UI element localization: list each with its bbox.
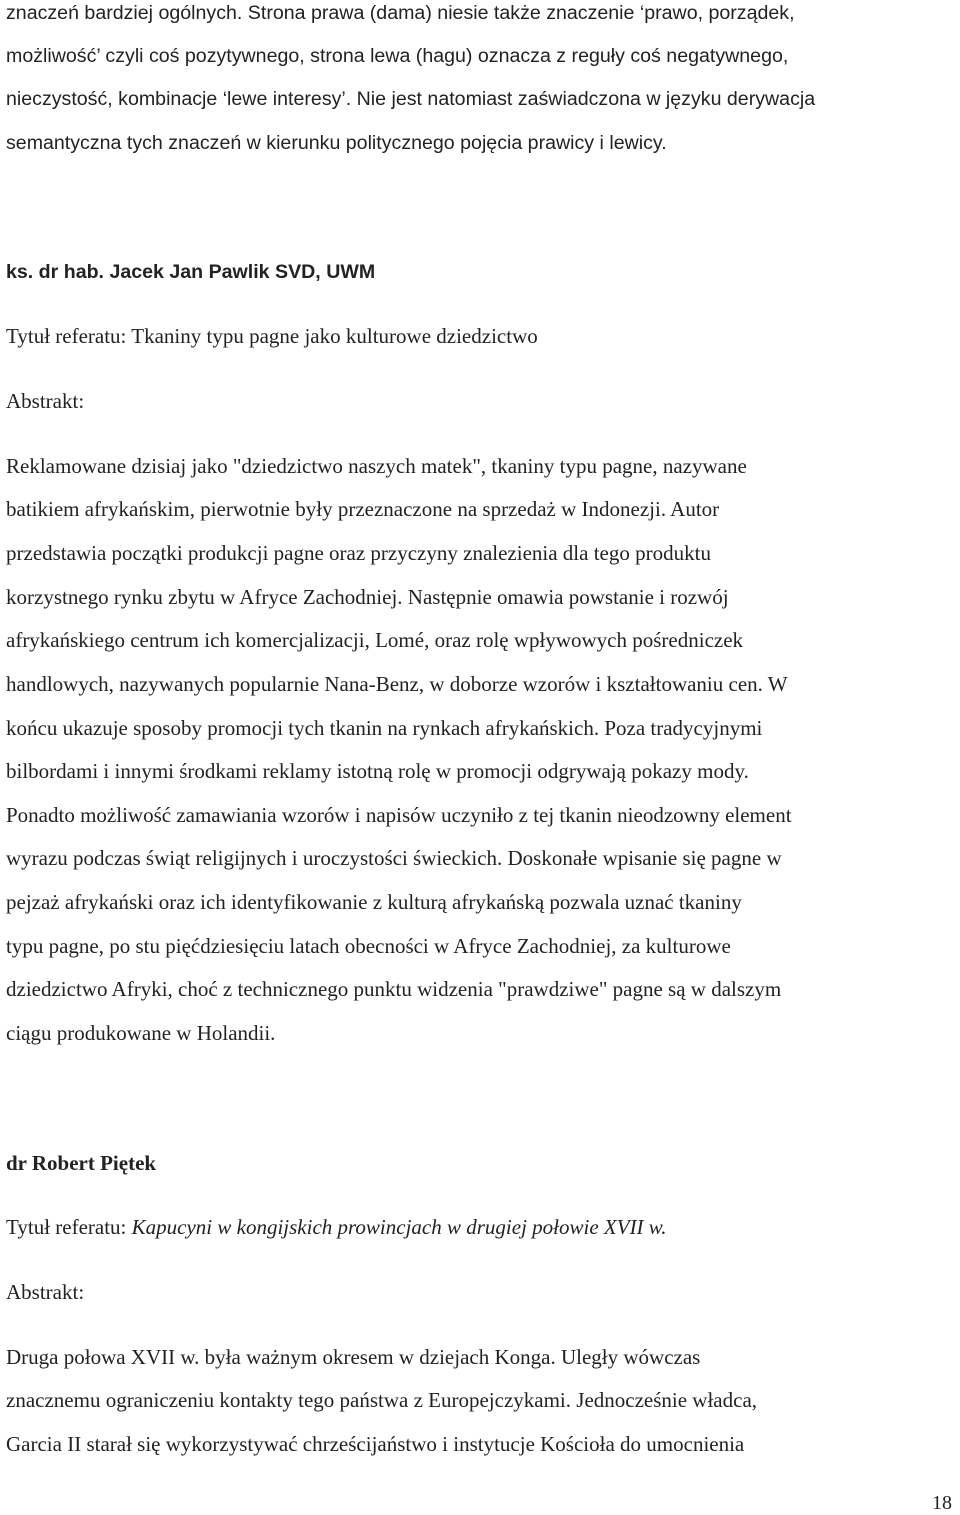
abstract-line: pejzaż afrykański oraz ich identyfikowanie z kulturą afrykańską pozwala uznać tkaniny — [6, 890, 742, 914]
abstract-label: Abstrakt: — [6, 1280, 85, 1304]
title-text: Tkaniny typu pagne jako kulturowe dziedzictwo — [131, 324, 538, 348]
author-heading: dr Robert Piętek — [6, 1151, 157, 1175]
paper-title — [6, 323, 538, 349]
abstract-line: Reklamowane dzisiaj jako "dziedzictwo naszych matek", tkaniny typu pagne, nazywane — [6, 454, 747, 478]
abstract-label: Abstrakt: — [6, 389, 85, 413]
title-prefix: Tytuł referatu: — [6, 1215, 132, 1239]
intro-line: znaczeń bardziej ogólnych. Strona prawa (dama) niesie także znaczenie ‘prawo, porządek, — [6, 2, 795, 24]
abstract-line: afrykańskiego centrum ich komercjalizacji, Lomé, oraz rolę wpływowych pośredniczek — [6, 628, 744, 652]
intro-line: nieczystość, kombinacje ‘lewe interesy’. Nie jest natomiast zaświadczona w języku derywacja — [6, 88, 816, 110]
abstract-line: znacznemu ograniczeniu kontakty tego państwa z Europejczykami. Jednocześnie władca, — [6, 1388, 758, 1412]
title-prefix: Tytuł referatu: — [6, 324, 132, 348]
abstract-line: Garcia II starał się wykorzystywać chrześcijaństwo i instytucje Kościoła do umocnienia — [6, 1432, 745, 1456]
abstract-line: końcu ukazuje sposoby promocji tych tkanin na rynkach afrykańskich. Poza tradycyjnymi — [6, 716, 763, 740]
abstract-line: wyrazu podczas świąt religijnych i uroczystości świeckich. Doskonałe wpisanie się pagne w — [6, 846, 782, 870]
paper-title — [6, 1214, 667, 1240]
intro-line: możliwość’ czyli coś pozytywnego, strona lewa (hagu) oznacza z reguły coś negatywnego, — [6, 45, 789, 67]
abstract-line: Ponadto możliwość zamawiania wzorów i napisów uczyniło z tej tkanin nieodzowny element — [6, 803, 792, 827]
abstract-line: dziedzictwo Afryki, choć z technicznego punktu widzenia "prawdziwe" pagne są w dalszym — [6, 977, 782, 1001]
page-number: 18 — [932, 1492, 952, 1514]
abstract-line: przedstawia początki produkcji pagne oraz przyczyny znalezienia dla tego produktu — [6, 541, 711, 565]
abstract-line: ciągu produkowane w Holandii. — [6, 1021, 276, 1045]
abstract-line: handlowych, nazywanych popularnie Nana-Benz, w doborze wzorów i kształtowaniu cen. W — [6, 672, 788, 696]
abstract-line: batikiem afrykańskim, pierwotnie były przeznaczone na sprzedaż w Indonezji. Autor — [6, 497, 720, 521]
author-heading: ks. dr hab. Jacek Jan Pawlik SVD, UWM — [6, 261, 376, 283]
abstract-line: typu pagne, po stu pięćdziesięciu latach obecności w Afryce Zachodniej, za kulturowe — [6, 934, 731, 958]
abstract-line: bilbordami i innymi środkami reklamy istotną rolę w promocji odgrywają pokazy mody. — [6, 759, 749, 783]
abstract-line: korzystnego rynku zbytu w Afryce Zachodniej. Następnie omawia powstanie i rozwój — [6, 585, 729, 609]
title-text: Kapucyni w kongijskich prowincjach w drugiej połowie XVII w. — [131, 1215, 667, 1239]
abstract-line: Druga połowa XVII w. była ważnym okresem w dziejach Konga. Uległy wówczas — [6, 1345, 701, 1369]
intro-line: semantyczna tych znaczeń w kierunku politycznego pojęcia prawicy i lewicy. — [6, 132, 667, 154]
